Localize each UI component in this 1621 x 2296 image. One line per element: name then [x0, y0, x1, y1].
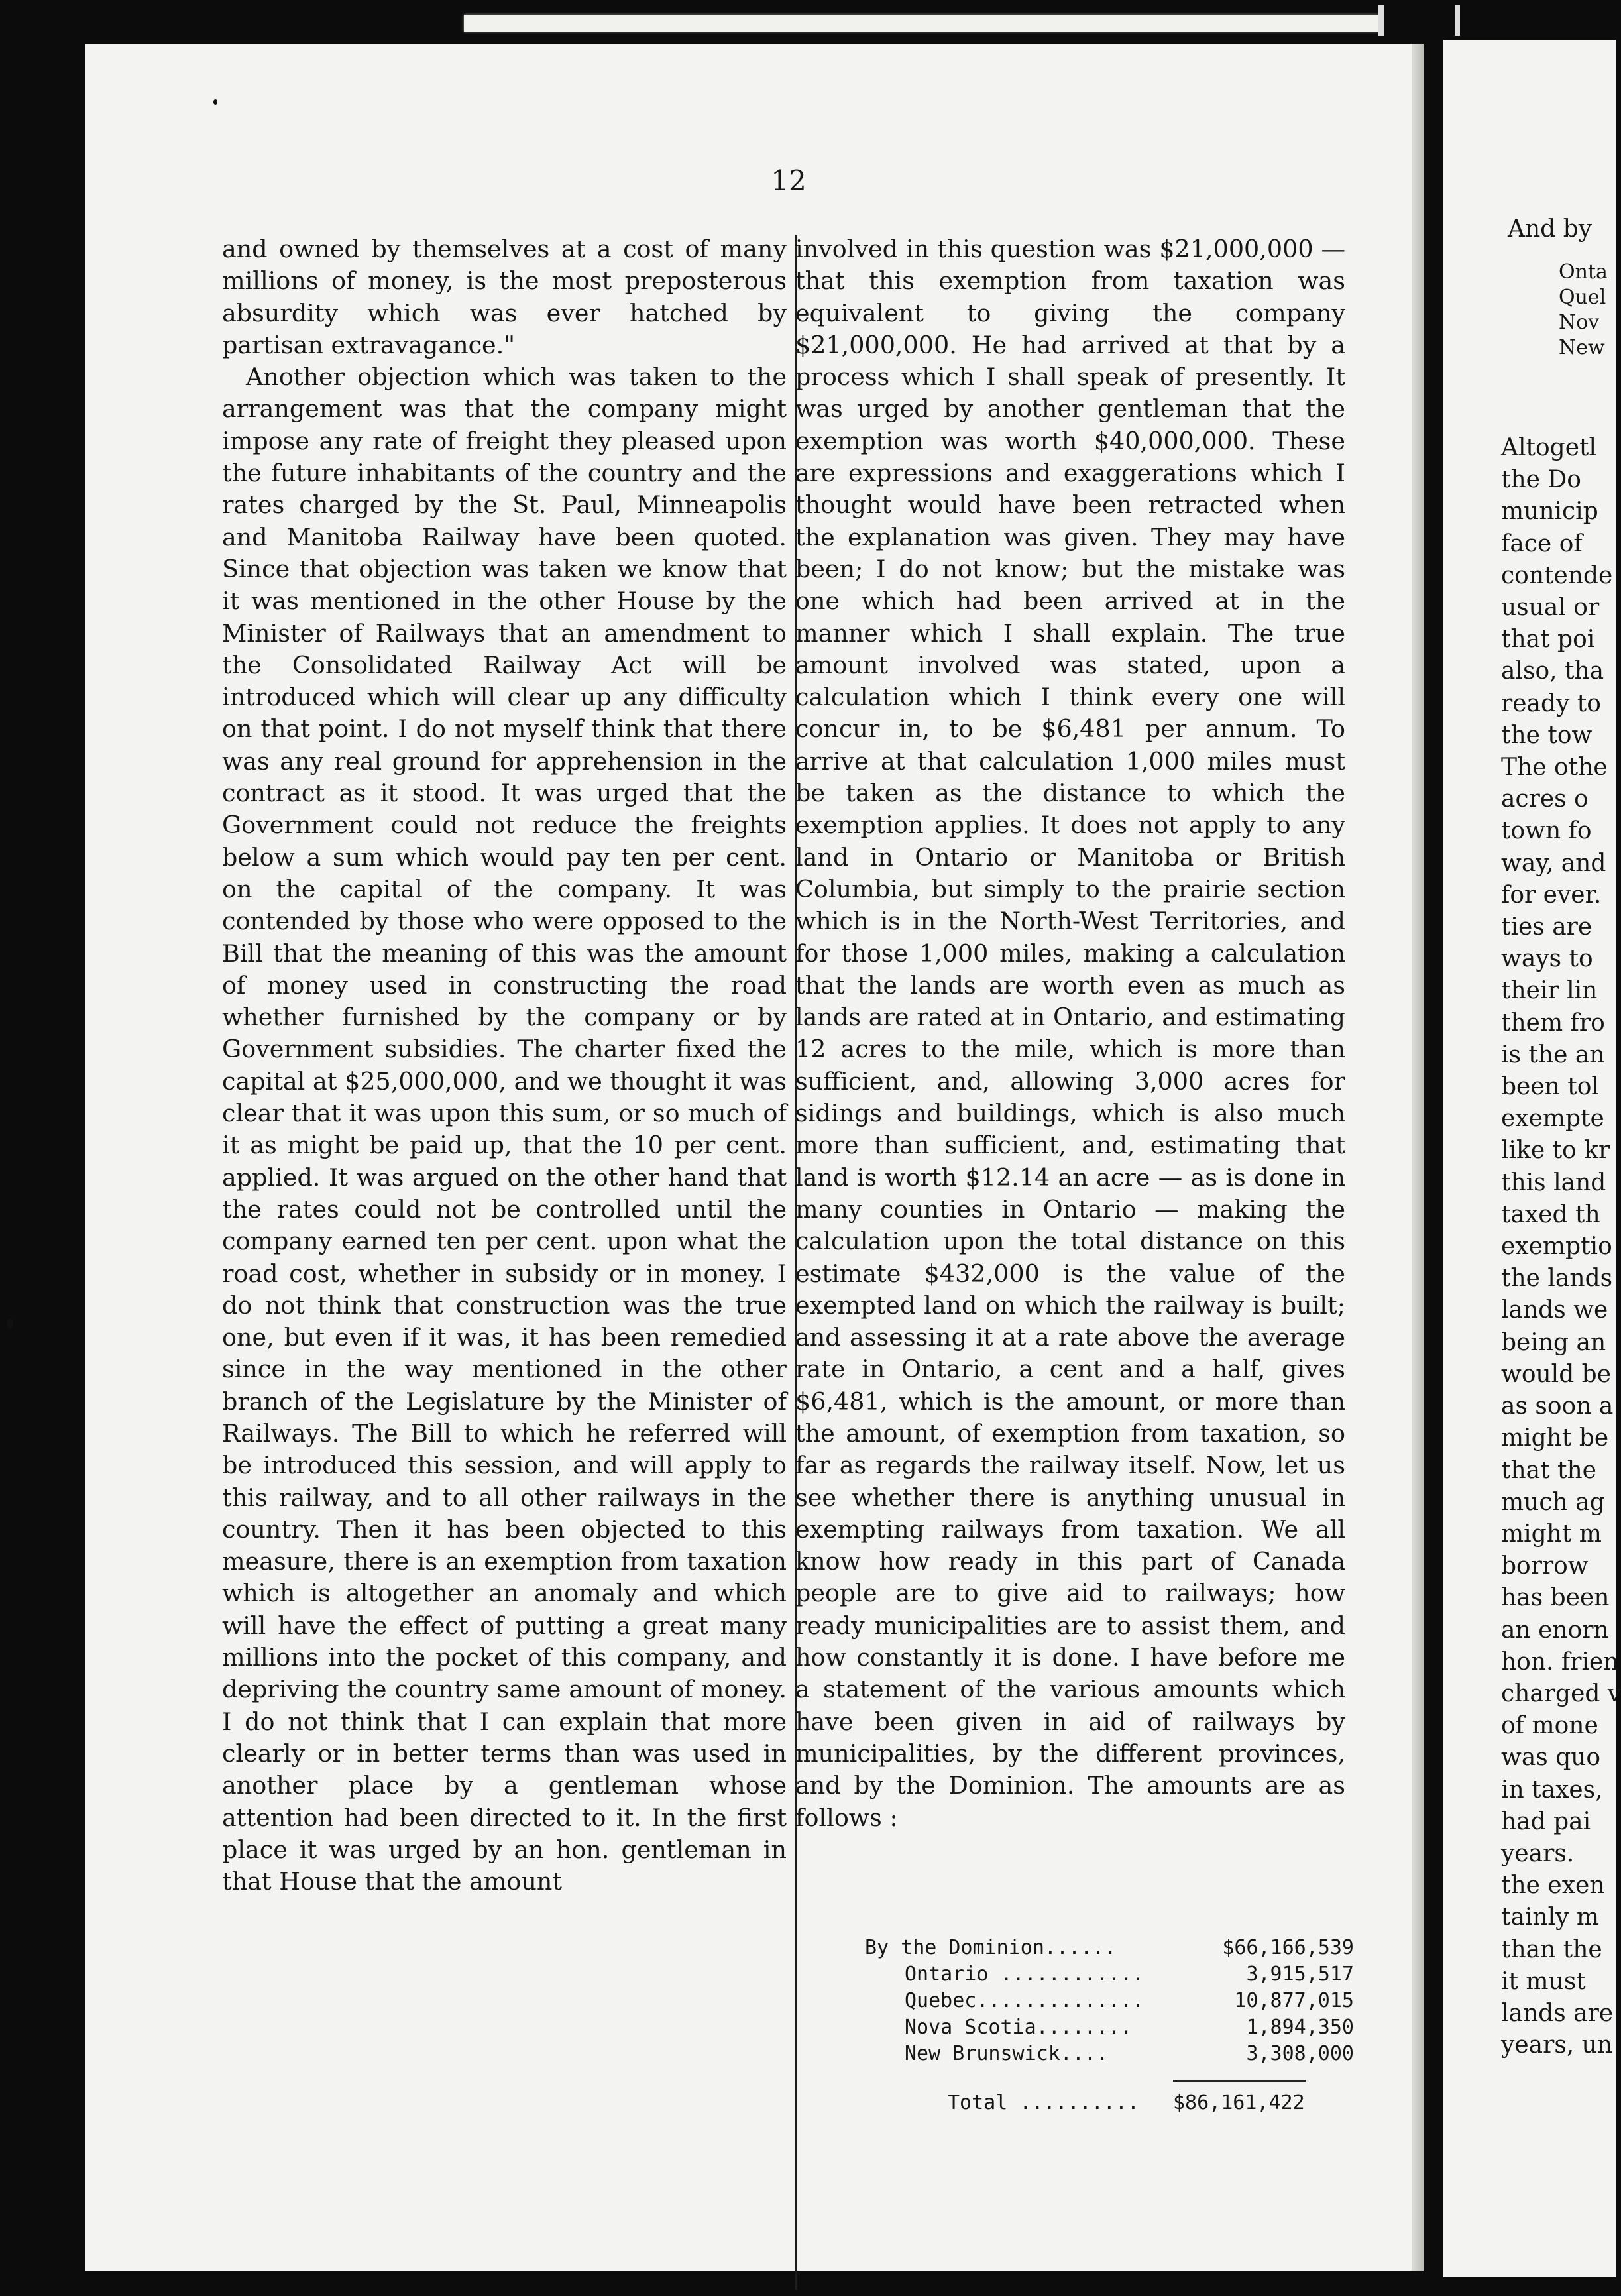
total-label: Total ..........: [948, 2091, 1139, 2114]
next-page-line: usual or: [1501, 594, 1600, 622]
next-page-line: of mone: [1501, 1712, 1598, 1740]
total-value: $86,161,422: [1173, 2091, 1305, 2114]
next-page-line: is the an: [1501, 1041, 1605, 1068]
next-page-line: this land: [1501, 1169, 1606, 1196]
next-page-line: exemptio: [1501, 1233, 1612, 1261]
top-binding-strip: [464, 15, 1378, 32]
next-page-line: the lands: [1501, 1265, 1613, 1292]
paragraph: Another objection which was taken to the arrangement was that the company might impose any rate of freight they pleased upon the future inhabitants of the country and the rates charged by the St. Paul, Minneapolis and Manitoba Railway have been quoted. Since that objection was taken we know that it was mentioned in the other House by the Minister of Railways that an amendment to the Consolidated Railway Act will be introduced which will clear up any difficulty on that point. I do not myself think that there was any real ground for apprehension in the contract as it stood. It was urged that the Government could not reduce the freights below a sum which would pay ten per cent. on the capital of the company. It was contended by those who were opposed to the Bill that the meaning of this was the amount of money used in constructing the road whether furnished by the company or by Government subsidies. The charter fixed the capital at $25,000,000, and we thought it was clear that it was upon this sum, or so much of it as might be paid up, that the 10 per cent. applied. It was argued on the other hand that the rates could not be controlled until the company earned ten per cent. upon what the road cost, whether in subsidy or in money. I do not think that construction was the true one, but even if it was, it has been remedied since in the way mentioned in the other branch of the Legislature by the Minister of Railways. The Bill to which he referred will be introduced this session, and will apply to this railway, and to all other railways in the country. Then it has been objected to this measure, there is an exemption from taxation which is altogether an anomaly and which will have the effect of putting a great many millions into the pocket of this company, and depriving the country same amount of money. I do not think that I can explain that more clearly or in better terms than was used in another place by a gentleman whose attention had been directed to it. In the first place it was urged by an hon. gentleman in that House that the amount: [222, 363, 787, 1896]
next-page-line: contende: [1501, 561, 1613, 589]
next-page-line: for ever.: [1501, 881, 1602, 909]
next-page-line: was quo: [1501, 1744, 1601, 1772]
paragraph: involved in this question was $21,000,000 — that this exemption from taxation was equivalent to giving the company $21,000,000. He had arrived at that by a process which I shall speak of presently. It was urged by another gentleman that the exemption was worth $40,000,000. These are expressions and exaggerations which I thought would have been retracted when the explanation was given. They may have been; I do not know; but the mistake was one which had been arrived at in the manner which I shall explain. The true amount involved was stated, upon a calculation which I think every one will concur in, to be $6,481 per annum. To arrive at that calculation 1,000 miles must be taken as the distance to which the exemption applies. It does not apply to any land in Ontario or Manitoba or British Columbia, but simply to the prairie section which is in the North-West Territories, and for those 1,000 miles, making a calculation that the lands are worth even as much as lands are rated at in Ontario, and estimating 12 acres to the mile, which is more than sufficient, and, allowing 3,000 acres for sidings and buildings, which is also much more than sufficient, and, estimating that land is worth $12.14 an acre — as is done in many counties in Ontario — making the calculation upon the total distance on this estimate $432,000 is the value of the exempted land on which the railway is built; and assessing it at a rate above the average rate in Ontario, a cent and a half, gives $6,481, which is the amount, or more than the amount, of exemption from taxation, so far as regards the railway itself. Now, let us see whether there is anything unusual in exempting railways from taxation. We all know how ready in this part of Canada people are to give aid to railways; how ready municipalities are to assist them, and how constantly it is done. I have before me a statement of the various amounts which have been given in aid of railways by municipalities, by the different provinces, and by the Dominion. The amounts are as follows :: [795, 235, 1345, 1832]
next-page-line: lands are: [1501, 1999, 1614, 2027]
next-page-line: like to kr: [1501, 1137, 1610, 1165]
next-page-line: an enorn: [1501, 1616, 1609, 1644]
amounts-table: [865, 1934, 1354, 2067]
next-page-line: Altogetl: [1501, 434, 1596, 461]
list-item: New: [1559, 336, 1605, 359]
amount-value: 10,877,015: [1234, 1988, 1354, 2012]
right-column: [795, 233, 1345, 1834]
next-page-line: in taxes,: [1501, 1776, 1603, 1804]
next-page-line: face of: [1501, 530, 1583, 557]
amount-label: By the Dominion......: [865, 1935, 1117, 1959]
next-page-line: the tow: [1501, 721, 1593, 749]
amount-label: Quebec..............: [905, 1988, 1145, 2012]
next-page-line: their lin: [1501, 977, 1598, 1005]
next-page-line: ready to: [1501, 689, 1601, 717]
next-page-line: had pai: [1501, 1808, 1591, 1835]
next-page-line: much ag: [1501, 1488, 1605, 1516]
top-mark: [1378, 5, 1384, 36]
list-item: Quel: [1559, 286, 1606, 309]
table-row: [865, 2040, 1354, 2067]
left-column: [222, 233, 787, 1898]
amount-label: Nova Scotia........: [905, 2015, 1133, 2039]
next-page-line: would be: [1501, 1360, 1612, 1388]
next-page-line: that poi: [1501, 626, 1595, 654]
next-page-line: might be: [1501, 1424, 1609, 1452]
amount-value: 3,308,000: [1246, 2041, 1354, 2065]
next-page-line: municip: [1501, 498, 1598, 526]
next-page-line: has been: [1501, 1584, 1610, 1612]
speck: [213, 99, 217, 105]
amount-value: $66,166,539: [1222, 1935, 1354, 1959]
amount-label: Ontario ............: [905, 1962, 1145, 1986]
next-page-line: borrow: [1501, 1552, 1589, 1580]
next-page-line: taxed th: [1501, 1200, 1600, 1228]
table-row: [865, 2014, 1354, 2040]
next-page-line: The othe: [1501, 754, 1608, 781]
sum-rule: [1173, 2080, 1306, 2082]
amount-value: 3,915,517: [1246, 1962, 1354, 1986]
next-page-line: years, un: [1501, 2032, 1613, 2059]
next-page-line: as soon a: [1501, 1393, 1614, 1420]
amount-label: New Brunswick....: [905, 2041, 1109, 2065]
next-page-line: tainly m: [1501, 1904, 1600, 1931]
next-page-line: the Do: [1501, 466, 1581, 494]
total-row: [948, 2091, 1305, 2114]
next-page-line: than the: [1501, 1935, 1602, 1963]
table-row: [865, 1987, 1354, 2014]
next-page-line: lands we: [1501, 1296, 1608, 1324]
next-page-list: [1559, 260, 1608, 361]
next-page-line: ways to: [1501, 945, 1593, 973]
table-row: [865, 1934, 1354, 1961]
next-page-line: acres o: [1501, 785, 1589, 813]
next-page-line: it must: [1501, 1967, 1586, 1995]
next-page-line: might m: [1501, 1520, 1602, 1548]
top-mark: [1455, 5, 1460, 36]
next-page-lines: [1501, 432, 1621, 2061]
list-item: Onta: [1559, 260, 1608, 284]
page-number: 12: [771, 164, 807, 197]
next-page-line: exempte: [1501, 1105, 1604, 1133]
speck: [7, 1319, 13, 1328]
next-page-line: the exen: [1501, 1872, 1605, 1900]
next-page-line: being an: [1501, 1328, 1606, 1356]
amount-value: 1,894,350: [1246, 2015, 1354, 2039]
next-page-line: years.: [1501, 1839, 1575, 1867]
table-row: [865, 1961, 1354, 1987]
next-page-line: hon. frien: [1501, 1648, 1619, 1676]
next-page-line: way, and: [1501, 849, 1606, 877]
next-page-line: also, tha: [1501, 658, 1604, 685]
list-item: Nov: [1559, 311, 1600, 334]
next-page-line: town fo: [1501, 817, 1592, 845]
next-page-line: ties are: [1501, 913, 1593, 941]
next-page-line: them fro: [1501, 1009, 1605, 1037]
paragraph: and owned by themselves at a cost of many millions of money, is the most preposterous absurdity which was ever hatched by partisan extravagance.": [222, 235, 787, 359]
next-page-line: charged v: [1501, 1680, 1621, 1707]
next-page-fragment: And by: [1508, 215, 1593, 243]
next-page-line: that the: [1501, 1456, 1596, 1484]
page-edge-shadow: [1412, 44, 1424, 2271]
next-page-line: been tol: [1501, 1073, 1599, 1101]
